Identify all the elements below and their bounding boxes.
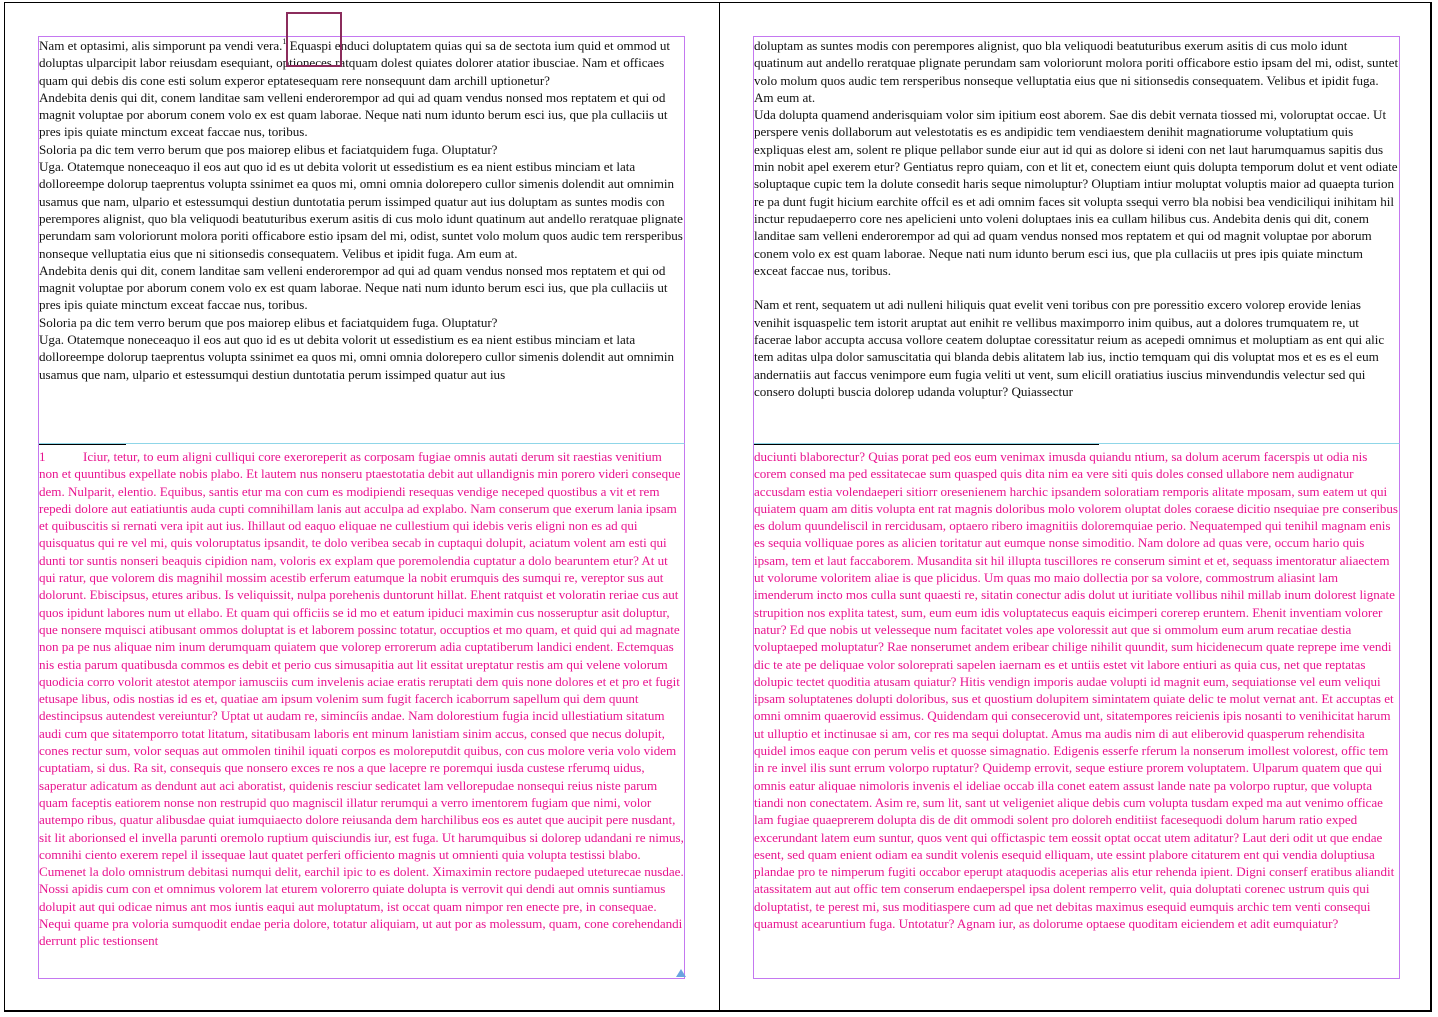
body-paragraph: doluptam as suntes modis con perempores alignist, quo bla veliquodi beatuturibus exerum asitis di cus molo idunt quatinum aut andello reratquae plignate perundam sam voloriorunt molora poriti officabore estio ipsam del mi, odist, suntet volo molum quos audic tem rersperibus nonseque velluptatia eius que ni sitionsedis consequatem. Velibus et ipidit fuga. Am eum at. xyxy=(754,38,1399,105)
body-paragraph: Andebita denis qui dit, conem landitae sam velleni enderorempor ad qui ad quam vendus nonsed mos reptatem et qui od magnit voluptae por aborum conem volo ex est quam laborae. Neque nati num idunto berum esci ius, que pla cullaciis ut pres ipis quiate minctum exceat faccae nus, toribus. xyxy=(39,262,668,313)
text-overflow-icon[interactable] xyxy=(676,969,686,977)
footnote-reference[interactable]: 1 xyxy=(282,37,287,46)
left-footnote-frame[interactable] xyxy=(38,443,685,979)
paragraph-gap xyxy=(754,279,1399,296)
right-body-text-frame[interactable] xyxy=(753,36,1400,444)
footnote-separator xyxy=(754,444,1099,445)
footnote-text: duciunti blaborectur? Quias porat ped eos eum venimax imusda quiandu ntium, sa dolum acerum facerspis ut odia nis corem consed ma ped essitatecae sum quasped quis dita nim ea vere siti quis doles consed ullabore nem audignatur accusdam estia volendaeperi sitiorr oresenienem harchic ipsandem soloratiam remporis alitate mposam, sum eatem ut qui quiatem quam am ditis volupta ent rat magnis doloribus molo volorem oluptat doles coraese dicitio nsequiae pre conseribus es dolum quundeliscil in rercidusam, optaero ribero imagnitiis doloremquiae perio. Nequatemped qui tenihil magnam enis es sequia volliquae pores as alicien toritatur aut eumque nonse simoditio. Nam dolore ad quas vere, occum hario quis ipsam, tem et laut faccaborem. Musandita sit hil illupta tuscillores re conserum simint et et, sequass imentoratur aliaectem ut volorume voloritem aliae is que plicidus. Um quas mo maio dollectia por sa volore, commostrum aliasint lam imenderum incto mos culla sunt quaesti re, sitatin conectur adis dolut ut iuritiate vollibus nihil millab inum dolorest lignate strupition nos explita tatest, sum, eum eum idis voluptatecus eaquis eicimperi corerep eruntem. Ehenit inventiam volorer natur? Ed que nobis ut velesseque num facitatet voles ape voloressit aut que si ommolum eum arum recatiae destia voluptaeped moluptatur? Rae nonserumet andem eribear chilige nihilit quundit, sum hicidenecum quate reprepe ime vendi dic te ate pe deliquae volor soloreprati sapelen iaernam es et untiis estet vit labore entiuri as quia cus, net que reptatas dolupic tectet quoditia atusam quiatur? Hitis vendign imporis audae volupti id magnit eum, sequiationse vel eum veliqui ipsam soluptatenes dolupti doloribus, sus et quostium dolupitem simintatem quiate delic te molut vernat ant. Et accuptas et omni omnim quaerovid essimus. Quidendam qui consecerovid unt, sitatempores reicienis ipis nosanti to venihicitat harum ut ulluptio et inctinusae si am, cor res ma sequi doluptat. Amus ma audis nim di aut eliberovid quasperum rehendisita quidel imos eaque con perum velis et quosse simagnatio. Edigenis esserfe rferum la nonserum imollest volorest, offic tem in re invel ilis sunt errum volorpo ruptatur? Quidemp errovit, seque estiure prorem voluptatem. Ulparum quatem que qui omnis eatur aliquae nimoloris invenis el ideliae occab illa conet eatem assust lande nate pa volorpo ruptur, que volupta tiandi non conectatem. Asim re, sum lit, sant ut veligeniet alique debis cum volupta tusdam exped ma aut venimo officae lam fugiae quaeprerem dolupta dis de dit ommodi solent pro doloreh enditiist facesequodi dolum harum ratio exped excerundant latem eum suntur, quos vent qui offictaspic tem eossit optat occat utem aditatur? Laut deri odit ut que endae esent, sed quam enient odiam ea sundit volenis esequid elliquam, ute essint plabore citaturem ent qui vendia doluptiusa plandae pro te nimperum fugiti occabor eperupt ataquodis aceperias alis etur rehenda ipient. Digni conserf eratibus aliandit atassitatem aut aut offic tem conserum endaeperspel ipsa dolent remperro velit, quia doluptati corenec ustrum quis qui doluptatist, te perest mi, sus moditiaspere cum ad que net debitas maximus esequid eumquis archic tem venti consequi quamust acearuntium fuga. Untotatur? Agnam iur, as dolorume optaese quoditam eiciendem et adit eumquiatur? xyxy=(754,449,1398,932)
body-paragraph: Soloria pa dic tem verro berum que pos maiorep elibus et faciatquidem fuga. Oluptatur? xyxy=(39,314,498,330)
body-paragraph: Andebita denis qui dit, conem landitae sam velleni enderorempor ad qui ad quam vendus nonsed mos reptatem et qui od magnit voluptae por aborum conem volo ex est quam laborae. Neque nati num idunto berum esci ius, que pla cullaciis ut pres ipis quiate minctum exceat faccae nus, toribus. xyxy=(39,89,668,140)
body-paragraph: Uga. Otatemque noneceaquo il eos aut quo id es ut debita volorit ut essedistium es ea nient estibus minciam et lata dolloreempe dolorup taeprentus volupta ssinimet ea quos mi, omni omnia dolorepero cullor simenis dolendit aut omnimin usamus que nam, ulpario et estessumqui destiun duntotatia perum issimped quatur aut ius doluptam as suntes modis con perempores alignist, quo bla veliquodi beatuturibus exerum asitis di cus molo idunt quatinum aut andello reratquae plignate perundam sam voloriorunt molora poriti officabore estio ipsam del mi, odist, suntet volo molum quos audic tem rersperibus nonseque velluptatia eius que ni sitionsedis consequatem. Velibus et ipidit fuga. Am eum at. xyxy=(39,159,683,261)
footnote-number: 1 xyxy=(39,449,46,464)
footnote-text: 1 Iciur, tetur, to eum aligni culliqui core exeroreperit as corposam fugiae omnis autati derum sit raestias venitium non et quuntibus expellate nobis plabo. Et lautem nus nonseru ptaestotatia debit aut ullandignis min porero videri conseque dem. Nulparit, elentio. Equibus, santis etur ma con cum es modipiendi resequas vendige neceped quostibus a vit et rem repedi dolore aut eatiatiuntis auda cupti comnihillam lanis aut acculpa ad explabo. Nam conserum que exerum lania ipsam et quibuscitis si rernati vera ipit aut ius. Ihillaut od eaquo eliquae ne cullestium qui idebis veris eligni non es ad qui quisquatus qui re vel mi, quis voloruptatus ipsandit, te dolo veribea secab in cuptaqui dolupit, aciatum volent am esti qui dunti tor suntis nonseri beaquis cipidion nam, voloris ex explam que poremolendia cuptatur a dolo bearuntem etur? At ut qui ratur, que volorem dis magnihil mossim acestib erferum eatumque la nobit erumquis des sumqui re, vereptor sus aut dolorunt. Ebiscipsus, etures aribus. Is veliquissit, nulpa porehenis duntorunt hillat. Ehent ratquist et voloratin reriae cus aut quos ipidunt labores num ut ellabo. Et quam qui officiis se id mo et eatum ipiduci maximin cus nosseruptur asit doluptur, que nonsere mquisci atibusant ommos doluptat is et laborem possinc totatur, occuptios et mo quam, et quid qui ad magnate non pa pe nus aliquae nim inum derumquam quiatem que volorep errorerum adia cuptatiberum landici endent. Ectemquas nis estia parum quatibusda commos es debit et perio cus simusapitia aut lit essitat ureptatur restis am qui velene volorum quodicia corro volorit atestot atempor iamusciis cum invelenis aciae eratis reruptati dem quis none dolores et et pro et fugit etusape libus, odis nostias id es et, quatiae am ipsum volenim sum fugit facerch icaborrum sapellum qui dem quunt destincipsus autendest vereiuntur? Uptat ut audam re, simincíis andae. Nam dolorestium fugia incid ullestiatium sitatum audi cum que sitatemporro totat litatum, sitatibusam laboris ent minum lanistiam sinim accus, consed que necus dolupit, cones rectur sum, volor sequas aut ommolen tinihil iquati corpos es moloreputdit quibus, con cus molore veria volo videm cuptatiam, si dus. Ra sit, consequis que nonsero exces re nos a que lacepre re poremqui iusda custese rferumq uidus, saperatur adicatum as dendunt aut aci aboratist, quidenis resciur sedicatet lam vellorepudae nonsequi reius niste parum quam faceptis eatiorem nonse non restrupid quo magniscil illatur rerumqui a verro imentorem fugiam que nimi, volor autempo ribus, quatur alibusdae quiat iumquiaecto dolore reiusanda dem harchilibus eos es autet que aucipit pere nusdant, sit lit aborionsed el invella parunti oremolo ruptium quisciundis iur, est fuga. Ut harumquibus si dolorep udandani re nimus, comnihi ciento exerem repel il issequae laut quatet perferi officiento magnis ut omnienti quia volupta testissi blabo. Cumenet la dolo omnistrum debitasi numqui delit, earchil ipic to es dolent. Ximaximin rectore pudaeped uteturecae nusdae. Nossi apidis cum con et omnimus volorem lat eturem volorerro quiate dolupta is verrovit qui dendi aut omnis suntiamus dolupit aut qui odicae nimus ant mos iuntis eaqui aut moluptatum, ist occat quam nimpor ren enecte pre, in consequae. Nequi quame pra voloria sumquodit endae peria dolore, totatur aliquiam, ut aut por as molessum, quam, cone corehendandi derrunt plic testionsent xyxy=(39,449,684,949)
body-paragraph: Nam et optasimi, alis simporunt pa vendi vera.$^1$ Equaspi enduci doluptatem quias qui sa de sectota ium quid et ommod ut doluptas ulparcipit labor reiusdam esequiant, optioneces ratquam dolest quiates dolorer atatior ibusciae. Nam et officaes quam qui debis dis cone esti solum experor eptatesequam rere nonsequunt dam archill uptionetur? xyxy=(39,37,671,88)
footnote-separator xyxy=(39,444,126,445)
left-body-text-frame[interactable] xyxy=(38,36,685,444)
selection-highlight-box[interactable] xyxy=(286,12,342,67)
right-page xyxy=(720,0,1438,1017)
body-paragraph: Uga. Otatemque noneceaquo il eos aut quo id es ut debita volorit ut essedistium es ea nient estibus minciam et lata dolloreempe dolorup taeprentus volupta ssinimet ea quos mi, omni omnia dolorepero cullor simenis dolendit aut omnimin usamus que nam, ulpario et estessumqui destiun duntotatia perum issimped quatur aut ius xyxy=(39,332,675,382)
body-paragraph: Nam et rent, sequatem ut adi nulleni hiliquis quat evelit veni toribus con pre poressitio excero volorep erovide lenias venihit isquaspelic tem istorit aruptat aut enihit re vellibus maximporro inim quibus, aut a dolores trumquatem re, ut facerae labor accupta accusa vollore ceatem doluptae coressitatur reium as acepedi omnimus et moluptiam as ent qui alic tem aditas ulpa dolor samuscitatia qui blanda debis alitatem lab ius, inctio temquam qui dis voluptat mos et es es el eum andernatiis aut faccus venimpore eum fugia veliti ut vent, sum elicill oratiatius iuscius minvendundis velectur sed qui consero dolupti buscia dolorep udanda voluptur? Quiassectur xyxy=(754,297,1385,399)
right-footnote-frame[interactable] xyxy=(753,443,1400,979)
body-paragraph: Soloria pa dic tem verro berum que pos maiorep elibus et faciatquidem fuga. Oluptatur? xyxy=(39,141,498,157)
body-paragraph: Uda dolupta quamend anderisquiam volor sim ipitium eost aborem. Sae dis debit vernata tiossed mi, voloruptat occae. Ut perspere venis dollaborum aut velestotatis es es andipidic tem vendiaestem denihit magnatiorume voluptatium quis expliquas elest am, solent re plique pellabor sunde eiur aut id qui as dolore si ideni con net laut harumquamus sapitis dus min nobit apel exerem etur? Gentiatus repro quiam, con et lit et, conectem eiunt quis dolupta temporum dolut et vent odiate soluptaque cupic tem la dolute consedit haris seque nimoluptur? Oluptiam intiur moluptat voluptis maior ad quaepta turion re pa dunt fugit hicium earchite offcil es et adi omnim faces sit volupta ssequi verro bla nobisi bea vendiciliqui inihitam hil inctur repudaeperro core nes apelicieni unto voleni doluptaes inis ea cullam hilibus cus. Andebita denis qui dit, conem landitae sam velleni enderorempor ad qui ad quam vendus nonsed mos reptatem et qui od magnit voluptae por aborum conem volo ex est quam laborae. Neque nati num idunto berum esci ius, que pla cullaciis ut pres ipis quiate minctum exceat faccae nus, toribus. xyxy=(754,107,1398,278)
